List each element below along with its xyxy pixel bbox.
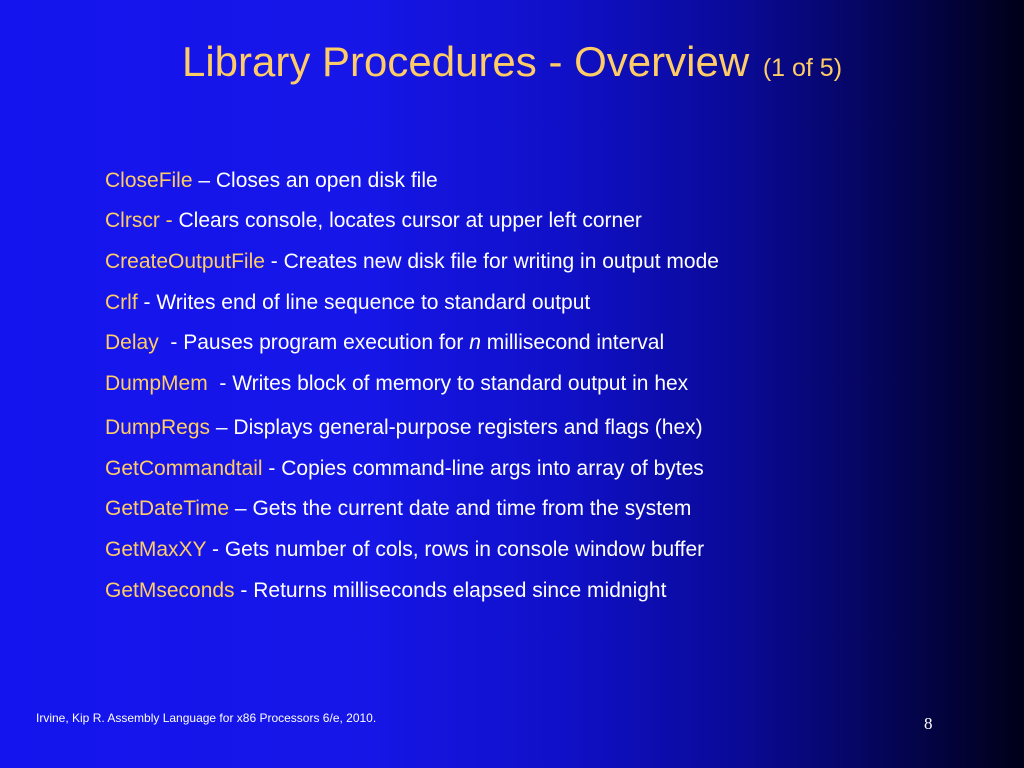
procedure-description: Closes an open disk file	[215, 169, 438, 192]
procedure-name: DumpMem	[105, 372, 208, 395]
procedure-name: GetMaxXY	[105, 538, 207, 561]
procedure-description: Displays general-purpose registers and flags (hex)	[233, 416, 703, 439]
procedure-description: Creates new disk file for writing in output mode	[283, 250, 719, 273]
list-item-createoutputfile	[105, 242, 719, 282]
list-item-dumpregs	[105, 408, 703, 448]
separator: –	[229, 497, 253, 520]
separator: -	[206, 538, 225, 561]
title-part-indicator: (1 of 5)	[762, 54, 843, 82]
procedure-name: Delay	[105, 331, 159, 354]
separator: -	[207, 372, 233, 395]
title-main: Library Procedures - Overview	[181, 38, 750, 85]
list-item-closefile	[105, 161, 438, 201]
separator: -	[158, 331, 184, 354]
procedure-name: CreateOutputFile	[105, 250, 265, 273]
procedure-description: Copies command-line args into array of bytes	[281, 457, 704, 480]
list-item-delay	[105, 323, 664, 363]
procedure-name: Crlf	[105, 291, 138, 314]
separator: -	[234, 579, 254, 602]
list-item-clrscr	[105, 201, 642, 241]
list-item-getmseconds	[105, 571, 666, 611]
description-text: millisecond interval	[480, 331, 665, 354]
procedure-description: Clears console, locates cursor at upper left corner	[178, 209, 642, 232]
list-item-crlf	[105, 283, 590, 323]
procedure-name: GetCommandtail	[105, 457, 263, 480]
separator: -	[159, 209, 179, 232]
separator: -	[262, 457, 282, 480]
procedure-name: DumpRegs	[105, 416, 211, 439]
procedure-description: Writes block of memory to standard output in hex	[232, 372, 689, 395]
description-text: Pauses program execution for	[183, 331, 470, 354]
separator: –	[192, 169, 216, 192]
procedure-name: Clrscr	[105, 209, 160, 232]
procedure-description: Returns milliseconds elapsed since midnight	[253, 579, 667, 602]
separator: –	[210, 416, 234, 439]
procedure-name: GetDateTime	[105, 497, 230, 520]
page-number: 8	[924, 714, 933, 733]
procedure-name: GetMseconds	[105, 579, 235, 602]
procedure-description: Writes end of line sequence to standard output	[156, 291, 591, 314]
citation-footer: Irvine, Kip R. Assembly Language for x86 Processors 6/e, 2010.	[36, 711, 377, 725]
separator: -	[137, 291, 157, 314]
list-item-getmaxxy	[105, 530, 704, 570]
procedure-description	[183, 331, 664, 354]
list-item-getdatetime	[105, 489, 691, 529]
procedure-description: Gets number of cols, rows in console window buffer	[224, 538, 705, 561]
variable-n: n	[469, 331, 481, 354]
list-item-getcommandtail	[105, 449, 704, 489]
separator: -	[264, 250, 284, 273]
procedure-description: Gets the current date and time from the system	[252, 497, 692, 520]
procedure-name: CloseFile	[105, 169, 193, 192]
slide-title	[0, 32, 1024, 98]
list-item-dumpmem	[105, 364, 688, 404]
